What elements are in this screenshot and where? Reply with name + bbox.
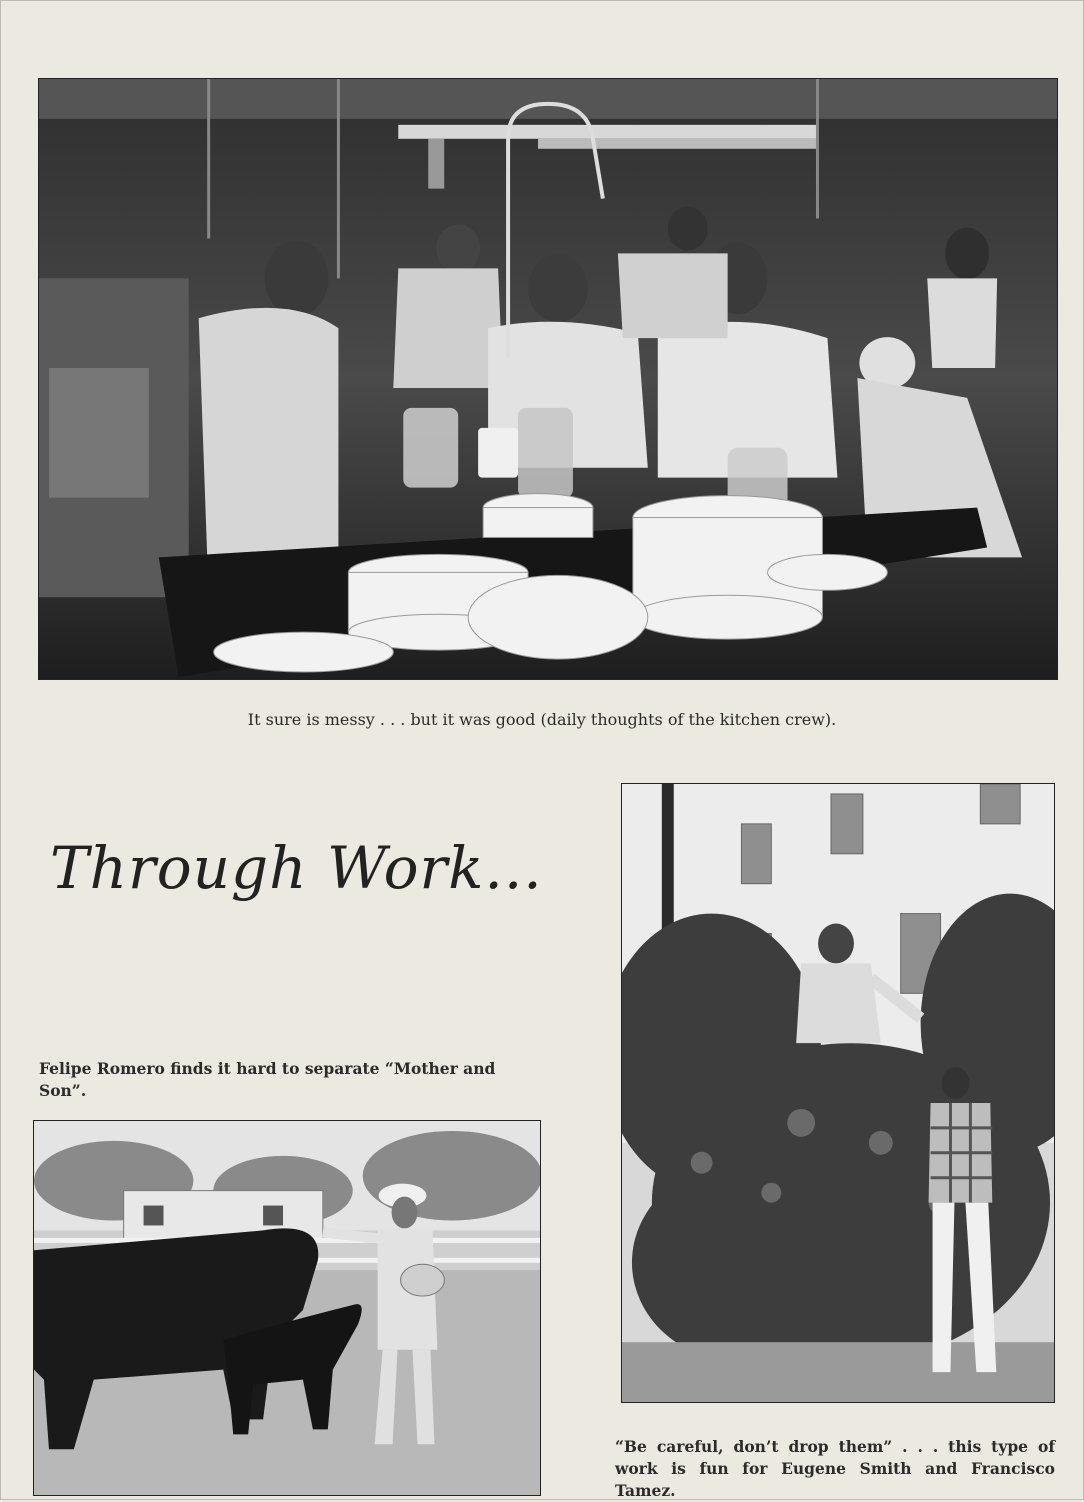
eugene-caption	[615, 1436, 1055, 1502]
kitchen-caption: It sure is messy . . . but it was good (daily thoughts of the kitchen crew).	[247, 710, 837, 729]
kitchen-crew-photo-image	[39, 79, 1057, 679]
section-title: Through Work...	[50, 834, 543, 902]
eugene-caption-text: “Be careful, don’t drop them” . . . this type of work is fun for Eugene Smith and Francisco Tamez.	[615, 1437, 1055, 1500]
kitchen-crew-photo	[38, 78, 1058, 680]
felipe-caption-text: Felipe Romero finds it hard to separate “Mother and Son”.	[39, 1059, 496, 1100]
cow-and-calf-photo-image	[34, 1121, 540, 1495]
cow-and-calf-photo	[33, 1120, 541, 1496]
felipe-caption	[39, 1058, 529, 1102]
fruit-tree-picking-photo-image	[622, 784, 1054, 1402]
fruit-tree-picking-photo	[621, 783, 1055, 1403]
